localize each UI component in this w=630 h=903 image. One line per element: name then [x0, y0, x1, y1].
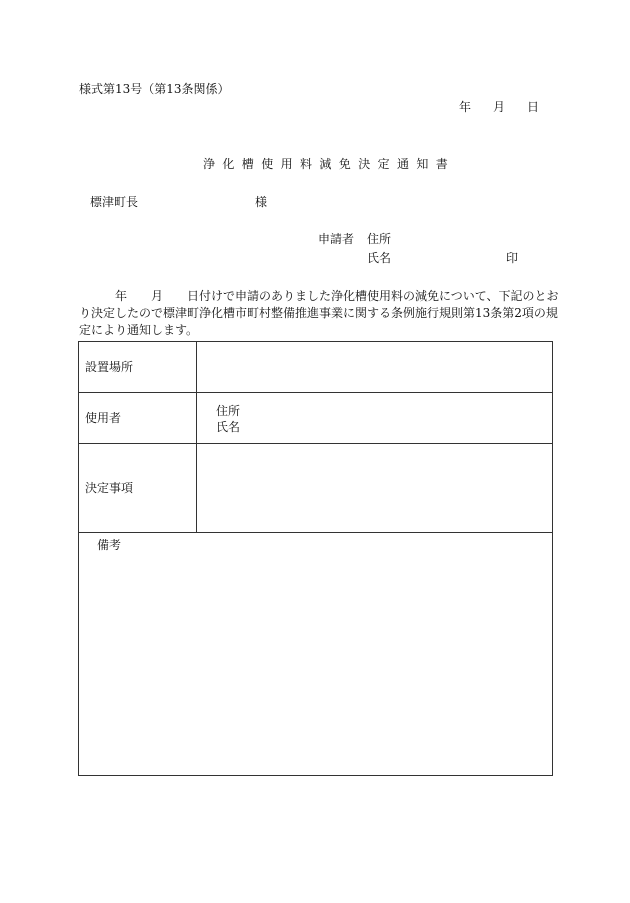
body-month: 月	[151, 289, 164, 303]
applicant-label: 申請者	[318, 232, 355, 246]
user-name-label: 氏名	[216, 420, 241, 434]
user-label: 使用者	[85, 411, 122, 425]
applicant-address-label: 住所	[367, 232, 392, 246]
body-year: 年	[115, 289, 128, 303]
installation-location-label: 設置場所	[85, 360, 134, 374]
body-line-1-text: 日付けで申請のありました浄化槽使用料の減免について、下記のとお	[187, 289, 559, 303]
decision-label: 決定事項	[85, 481, 134, 495]
remarks-label: 備考	[97, 538, 122, 552]
body-line-2: り決定したので標津町浄化槽市町村整備推進事業に関する条例施行規則第13条第2項の規	[79, 306, 558, 320]
applicant-name-label: 氏名	[367, 251, 392, 265]
row-user	[79, 393, 552, 444]
user-address-label: 住所	[216, 404, 241, 418]
body-line-3: 定により通知します。	[79, 323, 199, 337]
row-installation-location	[79, 342, 552, 393]
date-month: 月	[493, 100, 506, 114]
cell-decision-label	[79, 444, 197, 532]
cell-installation-location-label	[79, 342, 197, 392]
cell-user-label	[79, 393, 197, 443]
document-title: 浄化槽使用料減免決定通知書	[203, 157, 456, 171]
date-year: 年	[459, 100, 472, 114]
body-line-1	[79, 288, 559, 305]
date-line	[459, 101, 539, 113]
form-number: 様式第13号（第13条関係）	[79, 82, 230, 96]
recipient-name: 標津町長	[90, 195, 139, 209]
recipient-honorific: 様	[255, 195, 268, 209]
details-table	[78, 341, 553, 776]
date-day: 日	[527, 100, 540, 114]
notice-body	[79, 288, 559, 339]
row-decision	[79, 444, 552, 533]
seal-label: 印	[506, 251, 519, 265]
